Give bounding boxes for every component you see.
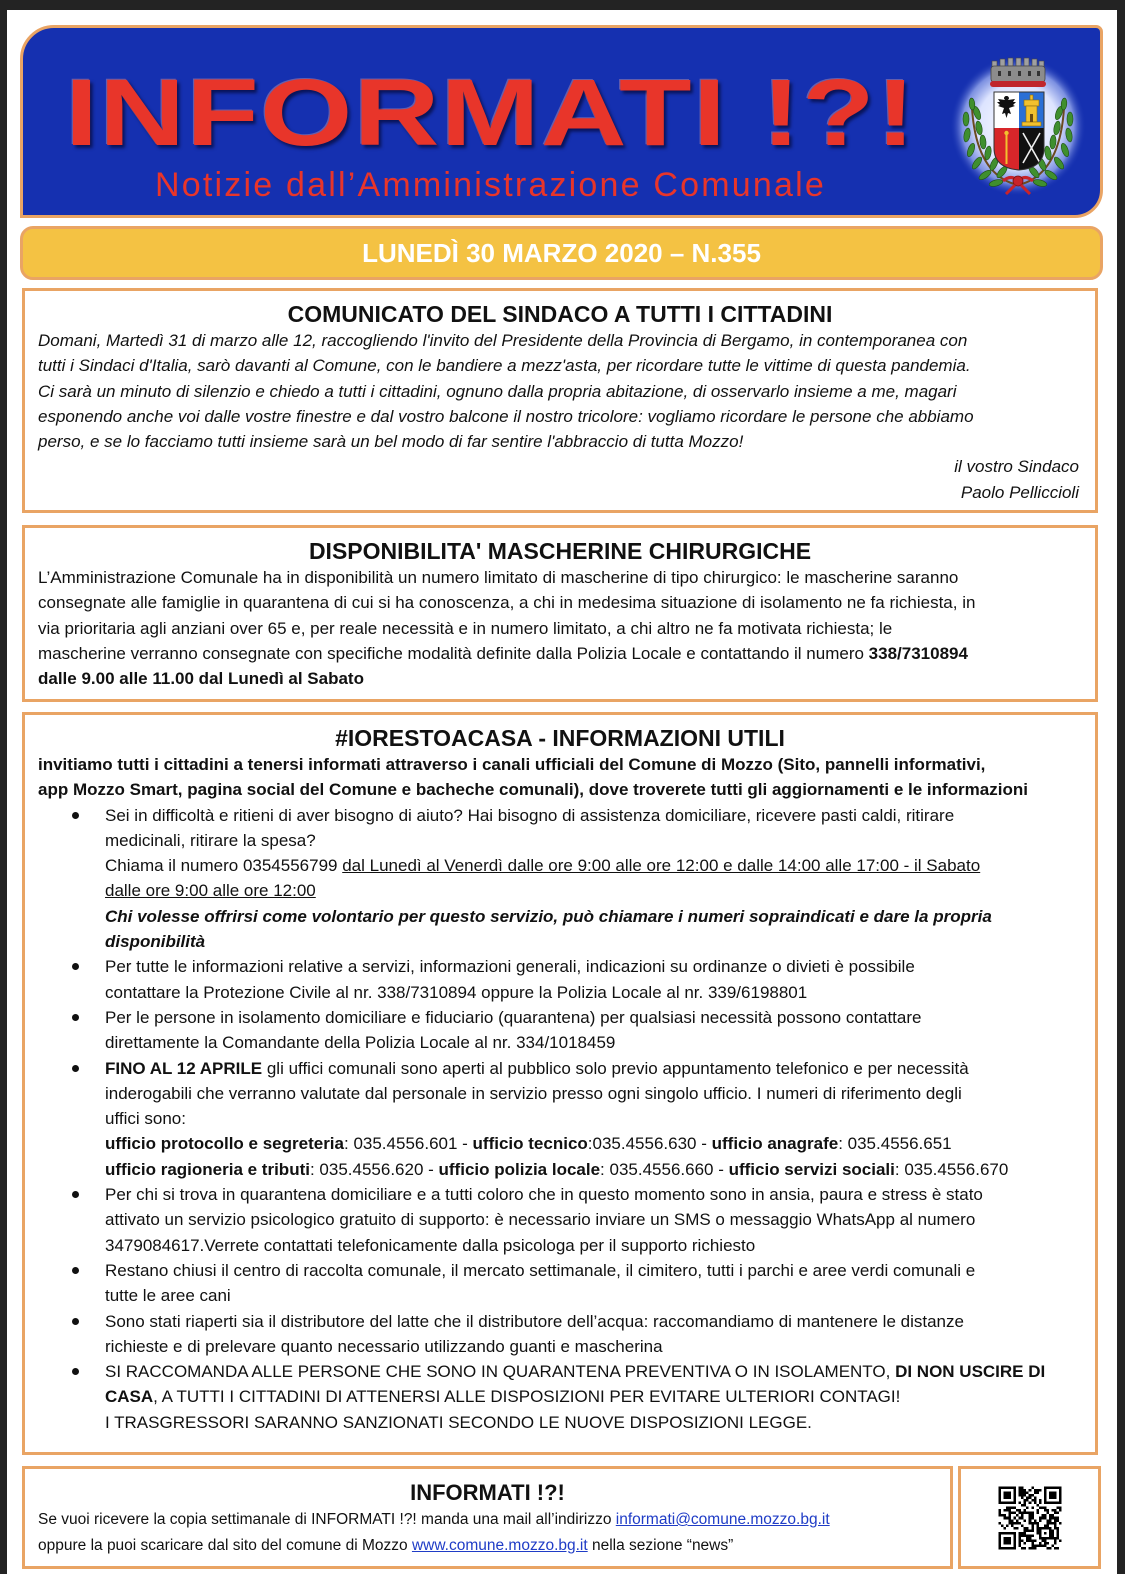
text-line — [38, 641, 1082, 666]
ribbon-knot — [1013, 176, 1023, 186]
text-line-content — [105, 1030, 615, 1055]
text-line-content — [105, 1283, 231, 1308]
text-line — [105, 1384, 1082, 1409]
email-link[interactable]: informati@comune.mozzo.bg.it — [615, 1511, 830, 1528]
text-line — [105, 1233, 1082, 1258]
text-segment: uffici sono: — [105, 1109, 186, 1129]
emphasis-text: CASA — [105, 1387, 154, 1407]
emphasis-text: ufficio polizia locale — [438, 1159, 601, 1179]
text-line-content — [105, 904, 992, 929]
newsletter-subtitle: Notizie dall’Amministrazione Comunale — [155, 166, 826, 204]
emphasis-text: ufficio anagrafe — [711, 1134, 839, 1154]
text-line-content — [38, 1507, 830, 1533]
section-heading: #IORESTOACASA - INFORMAZIONI UTILI — [335, 725, 785, 751]
text-line — [38, 429, 1082, 454]
text-segment: : 035.4556.660 - — [600, 1159, 729, 1179]
text-line — [105, 980, 1082, 1005]
crown-merlon — [1016, 58, 1021, 66]
text-line-content — [105, 853, 980, 878]
text-segment: mascherine verranno consegnate con specifiche modalità definite dalla Polizia Locale e contattando il numero — [38, 643, 869, 663]
text-segment: : 035.4556.620 - — [309, 1159, 439, 1179]
text-segment: L’Amministrazione Comunale ha in disponibilità un numero limitato di mascherine di tipo chirurgico: le mascherine saranno — [38, 568, 959, 587]
text-line — [105, 1283, 1082, 1308]
text-line-content — [38, 777, 1028, 802]
crown-window — [998, 71, 1001, 76]
emphasis-text: Chi volesse offrirsi come volontario per questo servizio, può chiamare i numeri sopraindicati e dare la propria — [105, 906, 992, 926]
text-segment: Chiama il numero 0354556799 — [105, 856, 343, 876]
text-line — [105, 1056, 1082, 1081]
text-segment: Per le persone in isolamento domiciliare e fiduciario (quarantena) per qualsiasi necessità possono contattare — [105, 1007, 922, 1027]
text-segment: Sono stati riaperti sia il distributore del latte che il distributore dell’acqua: raccomandiamo di mantenere le distanze — [105, 1311, 964, 1331]
bullet-item — [38, 1005, 1082, 1056]
crown-merlon — [1024, 58, 1029, 66]
text-segment: , A TUTTI I CITTADINI DI ATTENERSI ALLE DISPOSIZIONI PER EVITARE ULTERIORI CONTAGI! — [153, 1387, 901, 1407]
text-segment: nella sezione “news” — [587, 1536, 734, 1554]
text-line-content — [38, 666, 364, 691]
text-segment: direttamente la Comandante della Polizia Locale al nr. 334/1018459 — [105, 1033, 616, 1053]
qr-code-box — [958, 1466, 1101, 1569]
text-line-content — [105, 1056, 969, 1081]
text-segment: inderogabili che verranno valutate dal personale in servizio presso ogni singolo ufficio. I numeri di riferimento degli — [105, 1083, 962, 1103]
text-line-content — [105, 1005, 921, 1030]
section-intro — [38, 752, 1082, 803]
newsletter-banner — [20, 25, 1103, 218]
text-segment: 3479084617.Verrete contattati telefonicamente dalla psicologa per il supporto richiesto — [105, 1235, 756, 1255]
emphasis-text: ufficio tecnico — [472, 1134, 588, 1154]
text-segment: Per chi si trova in quarantena domiciliare e a tutti coloro che in questo momento sono in ansia, paura e stress è stato — [105, 1185, 983, 1205]
text-segment: I TRASGRESSORI SARANNO SANZIONATI SECONDO LE NUOVE DISPOSIZIONI LEGGE. — [105, 1412, 812, 1432]
bullet-icon — [72, 1014, 79, 1021]
text-line-content — [38, 328, 967, 353]
text-line — [38, 1533, 937, 1559]
text-segment: : 035.4556.670 — [894, 1159, 1009, 1179]
text-segment: consegnate alle famiglie in quarantena di cui si ha conoscenza, a chi in medesima situazione di isolamento ne fa richiesta, in — [38, 593, 976, 613]
bullet-item — [38, 1359, 1082, 1435]
crown-window — [1008, 71, 1011, 76]
text-line — [38, 328, 1082, 353]
section-heading: DISPONIBILITA' MASCHERINE CHIRURGICHE — [308, 538, 812, 564]
crown-merlon — [1008, 58, 1013, 66]
emphasis-text: FINO AL 12 APRILE — [105, 1058, 263, 1078]
text-segment: attivato un servizio psicologico gratuito di supporto: è necessario inviare un SMS o messaggio WhatsApp al numero — [105, 1210, 976, 1230]
text-line-content — [38, 590, 975, 615]
section-heading: COMUNICATO DEL SINDACO A TUTTI I CITTADINI — [287, 301, 833, 327]
bullet-item — [38, 954, 1082, 1005]
text-segment: Per tutte le informazioni relative a servizi, informazioni generali, indicazioni su ordinanze o divieti è possibile — [105, 957, 915, 977]
bullet-icon — [72, 1267, 79, 1274]
bullet-item — [38, 1258, 1082, 1309]
text-line — [105, 803, 1082, 828]
text-line — [105, 1106, 1082, 1131]
text-line — [105, 904, 1082, 929]
crown-window — [1028, 71, 1031, 76]
text-segment: :035.4556.630 - — [587, 1134, 712, 1154]
bullet-item — [38, 1056, 1082, 1182]
bullet-icon — [72, 812, 79, 819]
text-segment: tutti i Sindaci d'Italia, sarò davanti al Comune, con le bandiere a mezz'asta, per ricordare tutte le vittime di questa pandemia. — [38, 356, 971, 376]
text-segment: : 035.4556.601 - — [344, 1134, 473, 1154]
newsletter-title: INFORMATI !?! — [65, 60, 917, 166]
text-line — [105, 853, 1082, 878]
tower-battlement — [1024, 100, 1039, 106]
tower-top — [1030, 95, 1033, 100]
bullet-icon — [72, 1368, 79, 1375]
text-segment: richieste e di prelevare quanto necessario utilizzando guanti e mascherina — [105, 1336, 663, 1356]
bullet-icon — [72, 1191, 79, 1198]
text-line — [105, 1207, 1082, 1232]
text-line — [105, 828, 1082, 853]
laurel-leaf — [963, 112, 969, 126]
shield — [994, 92, 1044, 170]
text-line — [105, 1258, 1082, 1283]
text-line — [105, 878, 1082, 903]
signature-role: il vostro Sindaco — [954, 457, 1079, 477]
crown-window — [1037, 71, 1040, 76]
text-line — [105, 954, 1082, 979]
masks-availability-section — [22, 525, 1098, 702]
text-segment: esponendo anche voi dalle vostre finestre e dal vostro balcone il nostro tricolore: vogliamo ricordare le persone che abbiamo — [38, 406, 974, 426]
text-line — [105, 1081, 1082, 1106]
text-line-content — [105, 1182, 983, 1207]
text-segment: Restano chiusi il centro di raccolta comunale, il mercato settimanale, il cimitero, tutti i parchi e aree verdi comunali e — [105, 1260, 976, 1280]
emphasis-text: ufficio ragioneria e tributi — [105, 1159, 310, 1179]
text-line-content — [105, 1359, 1045, 1384]
text-line — [105, 1410, 1082, 1435]
text-segment: perso, e se lo facciamo tutti insieme sarà un bel modo di far sentire l'abbraccio di tutta Mozzo! — [38, 432, 744, 452]
text-line-content — [105, 1207, 975, 1232]
text-line — [105, 1309, 1082, 1334]
text-line-content — [38, 404, 974, 429]
text-line — [105, 1182, 1082, 1207]
text-line-content — [105, 980, 807, 1005]
bullet-item — [38, 803, 1082, 955]
emphasis-text: disponibilità — [105, 932, 206, 952]
text-line — [105, 1030, 1082, 1055]
text-segment: oppure la puoi scaricare dal sito del comune di Mozzo — [38, 1536, 412, 1554]
footer-heading: INFORMATI !?! — [410, 1480, 565, 1505]
text-segment: gli uffici comunali sono aperti al pubblico solo previo appuntamento telefonico e per necessità — [262, 1058, 969, 1078]
text-line-content — [38, 379, 957, 404]
emphasis-text: ufficio servizi sociali — [728, 1159, 895, 1179]
text-line — [38, 752, 1082, 777]
text-line — [105, 1131, 1082, 1156]
text-line-content — [105, 1131, 952, 1156]
text-segment: Sei in difficoltà e ritieni di aver bisogno di aiuto? Hai bisogno di assistenza domiciliare, ricevere pasti caldi, ritirare — [105, 805, 955, 825]
text-segment: medicinali, ritirare la spesa? — [105, 830, 316, 850]
tower-door — [1030, 114, 1033, 122]
text-segment: contattare la Protezione Civile al nr. 338/7310894 oppure la Polizia Locale al nr. 339/6198801 — [105, 982, 808, 1002]
text-line-content — [105, 1157, 1008, 1182]
text-segment: : 035.4556.651 — [838, 1134, 952, 1154]
underlined-text: dal Lunedì al Venerdì dalle ore 9:00 alle ore 12:00 e dalle 14:00 alle 17:00 - il Sabato — [342, 856, 981, 876]
text-line — [38, 590, 1082, 615]
text-line-content — [105, 1258, 975, 1283]
staff-knob — [1004, 131, 1008, 135]
text-line-content — [105, 1081, 962, 1106]
text-line — [38, 379, 1082, 404]
text-line-content — [105, 929, 205, 954]
text-line-content — [105, 878, 316, 903]
text-line-content — [105, 1106, 186, 1131]
text-line — [38, 777, 1082, 802]
text-line-content — [38, 353, 971, 378]
bullet-icon — [72, 1318, 79, 1325]
text-line-content — [105, 954, 915, 979]
bullet-item — [38, 1309, 1082, 1360]
text-line — [38, 666, 1082, 691]
section-body — [38, 565, 1082, 691]
issue-date: LUNEDÌ 30 MARZO 2020 – N.355 — [362, 238, 761, 268]
bullet-icon — [72, 1065, 79, 1072]
emphasis-text: DI NON USCIRE DI — [895, 1362, 1046, 1382]
text-segment: Domani, Martedì 31 di marzo alle 12, raccogliendo l'invito del Presidente della Provincia di Bergamo, in contemporanea con — [38, 331, 968, 350]
tower-base — [1022, 122, 1041, 126]
coat-of-arms-icon — [948, 50, 1088, 195]
bullet-item — [38, 1182, 1082, 1258]
text-line-content — [105, 1309, 964, 1334]
website-link[interactable]: www.comune.mozzo.bg.it — [411, 1536, 588, 1554]
emphasis-text: ufficio protocollo e segreteria — [105, 1134, 344, 1154]
text-line — [105, 1157, 1082, 1182]
text-line-content — [105, 803, 954, 828]
text-line-content — [38, 565, 958, 590]
text-line — [105, 1359, 1082, 1384]
text-line-content — [38, 616, 892, 641]
signature-name: Paolo Pelliccioli — [960, 482, 1079, 502]
emphasis-text: 338/7310894 — [868, 643, 968, 663]
emphasis-text: dalle 9.00 alle 11.00 dal Lunedì al Sabato — [38, 669, 364, 689]
text-line — [38, 353, 1082, 378]
text-line-content — [38, 1533, 733, 1559]
text-line — [105, 929, 1082, 954]
text-line — [38, 404, 1082, 429]
text-segment: SI RACCOMANDA ALLE PERSONE CHE SONO IN QUARANTENA PREVENTIVA O IN ISOLAMENTO, — [105, 1362, 896, 1382]
footer-body — [38, 1507, 937, 1558]
text-line-content — [38, 429, 743, 454]
signature — [38, 454, 1082, 505]
issue-date-bar — [20, 226, 1103, 280]
text-line — [38, 1507, 937, 1533]
bullet-icon — [72, 963, 79, 970]
emphasis-text: app Mozzo Smart, pagina social del Comune e bacheche comunali), dove troverete tutti gli aggiornamenti e le informazioni — [38, 780, 1028, 800]
qr-code-icon[interactable] — [997, 1485, 1063, 1551]
text-line-content — [38, 752, 985, 777]
useful-info-section — [22, 712, 1098, 1455]
text-line — [38, 565, 1082, 590]
text-line-content — [105, 828, 316, 853]
crown-window — [1018, 71, 1021, 76]
text-line — [105, 1334, 1082, 1359]
info-bullet-list — [38, 803, 1082, 1435]
emphasis-text: invitiamo tutti i cittadini a tenersi informati attraverso i canali ufficiali del Comune di Mozzo (Sito, pannelli informativi, — [38, 755, 986, 774]
text-segment: tutte le aree cani — [105, 1286, 231, 1306]
crown-band — [990, 81, 1046, 87]
text-line — [38, 616, 1082, 641]
text-segment: via prioritaria agli anziani over 65 e, per reale necessità e in numero limitato, a chi altro ne fa motivata richiesta; le — [38, 618, 893, 638]
subscription-footer — [22, 1466, 953, 1569]
text-line-content — [105, 1384, 900, 1409]
section-body — [38, 328, 1082, 454]
text-segment: Ci sarà un minuto di silenzio e chiedo a tutti i cittadini, ognuno dalla propria abitazione, di osservarlo insieme a me, magari — [38, 381, 957, 401]
text-line-content — [105, 1410, 812, 1435]
text-line-content — [38, 641, 968, 666]
underlined-text: dalle ore 9:00 alle ore 12:00 — [105, 881, 316, 901]
text-line-content — [105, 1334, 663, 1359]
text-segment: Se vuoi ricevere la copia settimanale di INFORMATI !?! manda una mail all’indirizzo — [38, 1511, 616, 1528]
text-line-content — [105, 1233, 755, 1258]
mayor-announcement-section — [22, 288, 1098, 513]
text-line — [105, 1005, 1082, 1030]
